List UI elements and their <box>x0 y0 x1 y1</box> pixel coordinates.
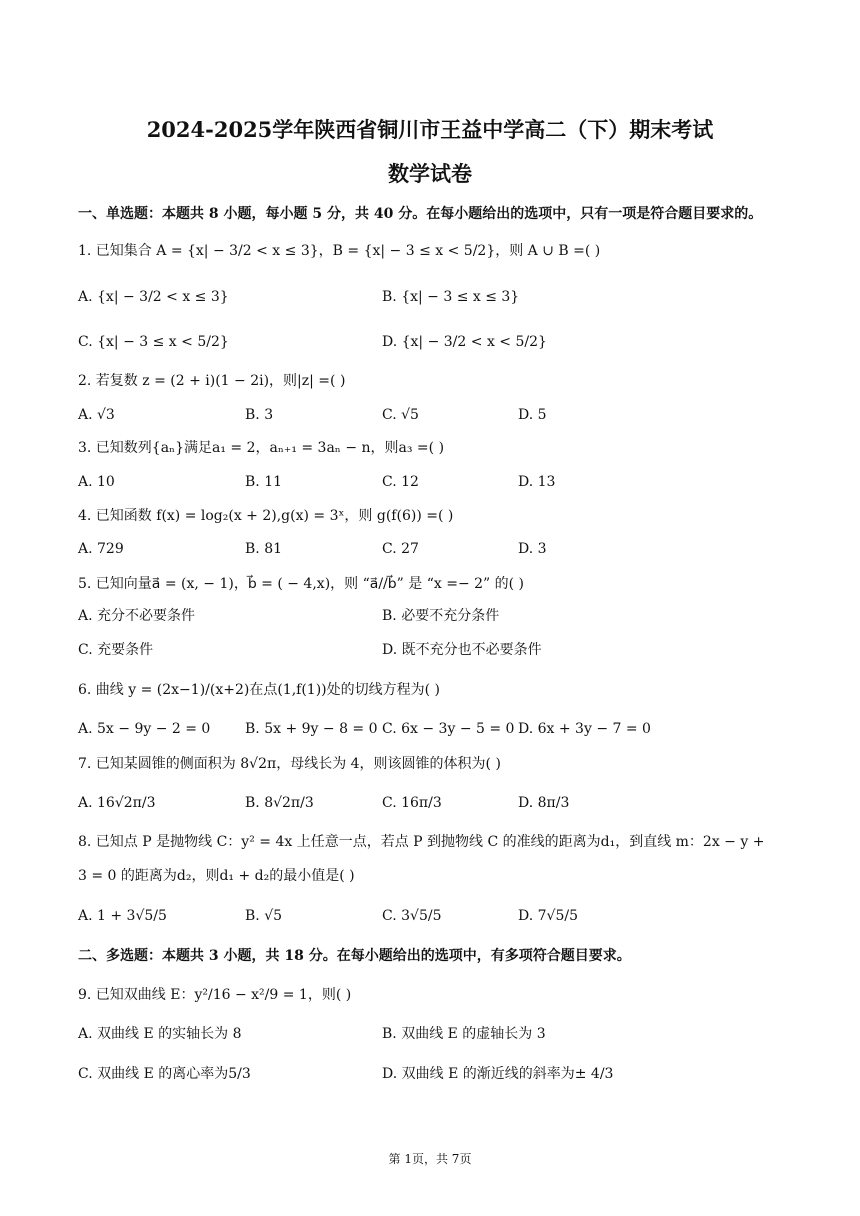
q9-option-c: C. 双曲线 E 的离心率为5/3 <box>78 1066 251 1082</box>
q8-option-c: C. 3√5/5 <box>382 908 442 924</box>
question-5: 5. 已知向量a⃗ = (x, − 1)，b⃗ = ( − 4,x)，则 “a⃗//b⃗” 是 “x =− 2” 的( ) <box>78 576 525 592</box>
q6-option-d: D. 6x + 3y − 7 = 0 <box>518 721 651 737</box>
q1-option-b: B. {x| − 3 ≤ x ≤ 3} <box>382 289 520 305</box>
q6-option-a: A. 5x − 9y − 2 = 0 <box>78 721 211 737</box>
q7-option-c: C. 16π/3 <box>382 795 442 811</box>
q4-option-d: D. 3 <box>518 541 547 557</box>
question-6: 6. 曲线 y = (2x−1)/(x+2)在点(1,f(1))处的切线方程为( ) <box>78 682 441 698</box>
q5-option-a: A. 充分不必要条件 <box>78 608 196 624</box>
q7-option-d: D. 8π/3 <box>518 795 570 811</box>
q6-option-c: C. 6x − 3y − 5 = 0 <box>382 721 515 737</box>
q9-option-b: B. 双曲线 E 的虚轴长为 3 <box>382 1026 546 1042</box>
q5-option-b: B. 必要不充分条件 <box>382 608 500 624</box>
q3-option-a: A. 10 <box>78 474 115 490</box>
q7-option-b: B. 8√2π/3 <box>245 795 314 811</box>
q1-option-d: D. {x| − 3/2 < x < 5/2} <box>382 334 547 350</box>
q7-option-a: A. 16√2π/3 <box>78 795 156 811</box>
q5-option-d: D. 既不充分也不必要条件 <box>382 642 542 658</box>
q1-option-a: A. {x| − 3/2 < x ≤ 3} <box>78 289 229 305</box>
q8-option-d: D. 7√5/5 <box>518 908 578 924</box>
section-single-choice: 一、单选题：本题共 8 小题，每小题 5 分，共 40 分。在每小题给出的选项中，只有一项是符合题目要求的。 <box>78 206 763 222</box>
q4-option-a: A. 729 <box>78 541 124 557</box>
question-7: 7. 已知某圆锥的侧面积为 8√2π，母线长为 4，则该圆锥的体积为( ) <box>78 756 501 772</box>
q3-option-c: C. 12 <box>382 474 419 490</box>
question-8-line-1: 8. 已知点 P 是抛物线 C：y² = 4x 上任意一点，若点 P 到抛物线 C 的准线的距离为d₁，到直线 m：2x − y + <box>78 834 765 850</box>
question-9: 9. 已知双曲线 E：y²/16 − x²/9 = 1，则( ) <box>78 987 352 1003</box>
section-multi-choice: 二、多选题：本题共 3 小题，共 18 分。在每小题给出的选项中，有多项符合题目要求。 <box>78 948 631 964</box>
q3-option-b: B. 11 <box>245 474 283 490</box>
question-4: 4. 已知函数 f(x) = log₂(x + 2),g(x) = 3ˣ，则 g(f(6)) =( ) <box>78 508 454 524</box>
question-3: 3. 已知数列{aₙ}满足a₁ = 2，aₙ₊₁ = 3aₙ − n，则a₃ =( ) <box>78 440 445 456</box>
page-subtitle: 数学试卷 <box>388 161 472 186</box>
q2-option-c: C. √5 <box>382 407 419 423</box>
q5-option-c: C. 充要条件 <box>78 642 154 658</box>
q2-option-a: A. √3 <box>78 407 115 423</box>
question-2: 2. 若复数 z = (2 + i)(1 − 2i)，则|z| =( ) <box>78 373 346 389</box>
q8-option-a: A. 1 + 3√5/5 <box>78 908 167 924</box>
q9-option-d: D. 双曲线 E 的渐近线的斜率为± 4/3 <box>382 1066 614 1082</box>
q2-option-b: B. 3 <box>245 407 274 423</box>
question-1: 1. 已知集合 A = {x| − 3/2 < x ≤ 3}，B = {x| − 3 ≤ x < 5/2}，则 A ∪ B =( ) <box>78 243 601 259</box>
q3-option-d: D. 13 <box>518 474 556 490</box>
page-footer: 第 1页，共 7页 <box>388 1152 472 1166</box>
q2-option-d: D. 5 <box>518 407 547 423</box>
q9-option-a: A. 双曲线 E 的实轴长为 8 <box>78 1026 242 1042</box>
question-8-line-2: 3 = 0 的距离为d₂，则d₁ + d₂的最小值是( ) <box>78 868 355 884</box>
q1-option-c: C. {x| − 3 ≤ x < 5/2} <box>78 334 229 350</box>
q6-option-b: B. 5x + 9y − 8 = 0 <box>245 721 378 737</box>
q4-option-b: B. 81 <box>245 541 283 557</box>
q8-option-b: B. √5 <box>245 908 283 924</box>
page-title: 2024-2025学年陕西省铜川市王益中学高二（下）期末考试 <box>146 117 714 142</box>
q4-option-c: C. 27 <box>382 541 419 557</box>
